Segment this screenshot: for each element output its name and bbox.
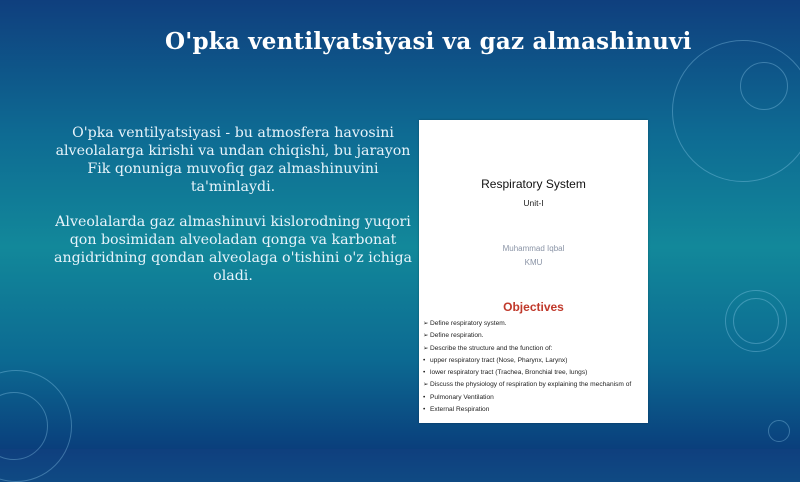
- decorative-circle: [733, 298, 779, 344]
- arrow-bullet-icon: ➢: [423, 344, 429, 352]
- slide-body: [50, 124, 416, 302]
- dot-bullet-icon: •: [423, 393, 426, 401]
- dot-bullet-icon: •: [423, 406, 426, 414]
- dot-bullet-icon: •: [423, 356, 426, 364]
- decorative-circle: [768, 420, 790, 442]
- slide-title: O'pka ventilyatsiyasi va gaz almashinuvi: [165, 28, 692, 55]
- objectives-list: [423, 320, 644, 418]
- paragraph-ventilation: O'pka ventilyatsiyasi - bu atmosfera havosini alveolalarga kirishi va undan chiqishi, bu jarayon Fik qonuniga muvofiq gaz almashinuvini ta'minlaydi.: [55, 125, 411, 195]
- document-affiliation: KMU: [524, 258, 543, 267]
- embedded-document-image: [419, 120, 648, 423]
- arrow-bullet-icon: ➢: [423, 320, 429, 327]
- dot-bullet-icon: •: [423, 369, 426, 377]
- decorative-circle: [672, 40, 800, 182]
- list-item: ➢ Discuss the physiology of respiration by explaining the mechanism of: [423, 381, 632, 389]
- document-author: Muhammad Iqbal: [502, 244, 565, 253]
- objectives-heading: Objectives: [503, 300, 564, 314]
- list-item: ➢ Define respiratory system.: [423, 320, 507, 327]
- decorative-circle: [740, 62, 788, 110]
- arrow-bullet-icon: ➢: [423, 381, 429, 389]
- document-unit: Unit-I: [523, 198, 544, 208]
- list-item: • External Respiration: [423, 406, 490, 414]
- list-item: ➢ Define respiration.: [423, 332, 484, 340]
- arrow-bullet-icon: ➢: [423, 332, 429, 340]
- list-item: ➢ Describe the structure and the function of:: [423, 344, 553, 352]
- list-item: • lower respiratory tract (Trachea, Bronchial tree, lungs): [423, 369, 588, 377]
- list-item: • upper respiratory tract (Nose, Pharynx, Larynx): [423, 356, 568, 364]
- document-title: Respiratory System: [481, 177, 586, 191]
- paragraph-gas-exchange: Alveolalarda gaz almashinuvi kislorodning yuqori qon bosimidan alveoladan qonga va karbonat angidridning qondan alveolaga o'tishini o'z ichiga oladi.: [54, 214, 412, 284]
- list-item: • Pulmonary Ventilation: [423, 393, 494, 401]
